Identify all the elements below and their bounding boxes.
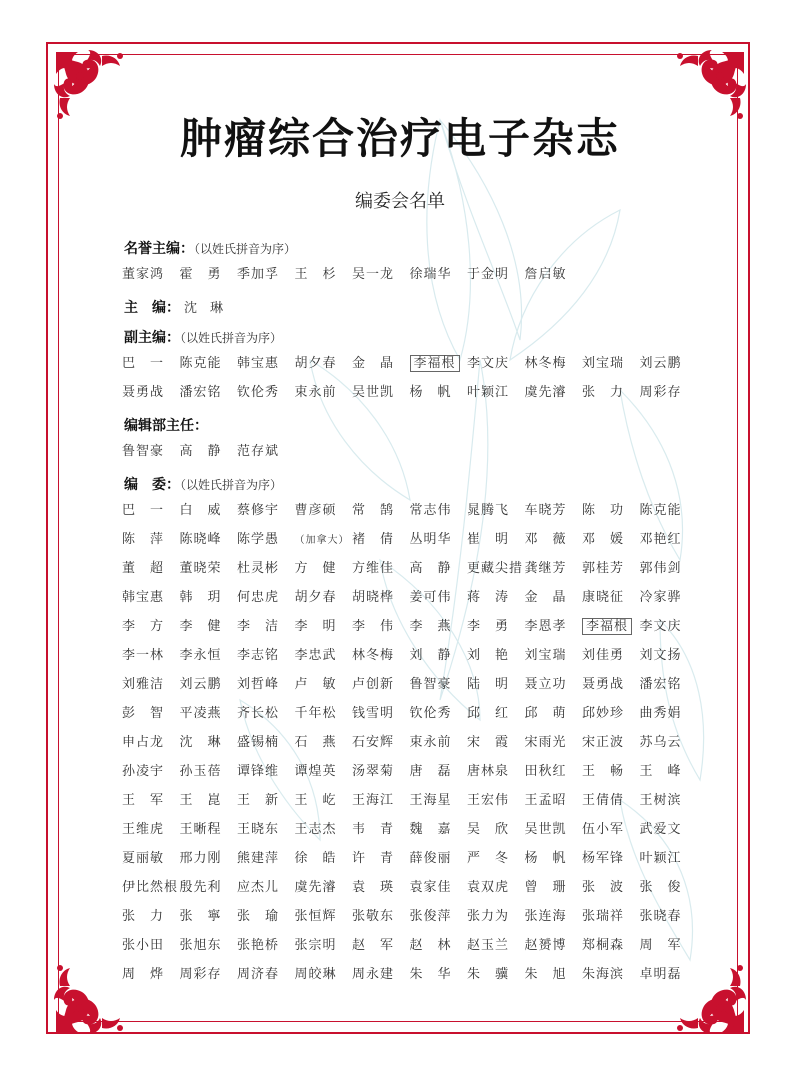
member-name: 李文庆 [467,356,510,371]
member-name: 石安辉 [352,735,395,750]
member-name: 宋 霞 [467,735,510,750]
member-name: 王晓东 [237,822,280,837]
member-name: 周济春 [237,967,280,982]
section-label: 编 委 [124,477,166,493]
member-name: 朱 骥 [467,967,510,982]
member-name: 刘 静 [409,648,452,663]
member-name: 张瑞祥 [582,909,625,924]
member-name: 李 方 [122,619,165,634]
member-name: 王倩倩 [582,793,625,808]
member-name: 胡晓桦 [352,590,395,605]
member-name: 张 瑜 [237,909,280,924]
member-name: 张 力 [122,909,165,924]
member-name: 董 超 [122,561,165,576]
member-name: 崔 明 [467,532,510,547]
member-name: 束永前 [294,385,337,400]
section-note: （以姓氏拼音为序） [180,331,283,345]
member-name: 金 晶 [524,590,567,605]
section-note: （以姓氏拼音为序） [194,242,297,256]
member-name: 朱海滨 [582,967,625,982]
member-name: 李文庆 [639,619,682,634]
member-name: 彭 智 [122,706,165,721]
member-name: 范存斌 [237,444,280,459]
member-name: 齐长松 [237,706,280,721]
member-name: 张宗明 [294,938,337,953]
member-name: 陈克能 [639,503,682,518]
member-name: 周皎琳 [294,967,337,982]
member-name: 龚继芳 [524,561,567,576]
member-name: 朱 旭 [524,967,567,982]
member-name: 张小田 [122,938,165,953]
member-name: 汤翠菊 [352,764,395,779]
member-name: 刘文扬 [639,648,682,663]
member-name: 徐 皓 [294,851,337,866]
member-name: 韩宝惠 [122,590,165,605]
member-name: 周彩存 [639,385,682,400]
member-name: 更藏尖措 [467,561,524,576]
member-name: 李 伟 [352,619,395,634]
member-name: 孙玉蓓 [179,764,222,779]
member-name: 张 寧 [179,909,222,924]
member-name: 邢力刚 [179,851,222,866]
member-name: 董家鸿 [122,267,165,282]
name-grid [122,349,694,407]
member-name: 卓明磊 [639,967,682,982]
member-name: 李 燕 [409,619,452,634]
member-name: 王宏伟 [467,793,510,808]
member-name: 张恒辉 [294,909,337,924]
member-name: 王 新 [237,793,280,808]
member-name: 虞先濬 [294,880,337,895]
member-name: 晁腾飞 [467,503,510,518]
member-name: 千年松 [294,706,337,721]
member-name: 严 冬 [467,851,510,866]
member-name: 刘宝瑞 [582,356,625,371]
member-name: 钦伦秀 [409,706,452,721]
member-name: 巴 一 [122,503,165,518]
member-name: 邱 红 [467,706,510,721]
member-name: 刘哲峰 [237,677,280,692]
member-name: 赵 林 [409,938,452,953]
member-name: 石 燕 [294,735,337,750]
honorary-section: 名誉主编：（以姓氏拼音为序） 董家鸿 霍 勇 季加孚 王 杉 吴一龙 徐瑞华 于金明 詹启敏 [124,238,694,289]
member-name: 韩宝惠 [237,356,280,371]
member-name: 伊比然根 [122,880,179,895]
member-name: 王晰程 [179,822,222,837]
member-name: 张力为 [467,909,510,924]
name-grid [122,260,694,289]
member-name: 王海星 [409,793,452,808]
member-name: 周彩存 [179,967,222,982]
member-name: 林冬梅 [524,356,567,371]
member-name: 申占龙 [122,735,165,750]
editors-section: 编 委：（以姓氏拼音为序） 巴 一 白 威 蔡修宇 曹彦硕 常 鹄 常志伟 晁腾飞 车晓芳 陈 功 陈克能 陈 萍 陈晓峰 陈学愚 （加拿大） 褚 倩 丛明华 崔 明 邓 薇 邓 媛 邓艳红 董 超 董晓荣 杜灵彬 方 健 方维佳 高 静 更藏尖措 龚继芳 郭桂芳 郭伟剑 韩宝惠 韩 玥 何忠虎 胡夕春 胡晓桦 姜可伟 蒋 涛 金 晶 康晓征 冷家骅 李 方 李 健 李 洁 李 明 李 伟 李 燕 李 勇 李恩孝 李福根 李文庆 李一林 李永恒 李志铭 李忠武 林冬梅 刘 静 刘 艳 刘宝瑞 刘佳勇 刘文扬 刘雅洁 刘云鹏 刘哲峰 卢 敏 卢创新 鲁智豪 陆 明 聂立功 聂勇战 潘宏铭 彭 智 平凌燕 齐长松 千年松 钱雪明 钦伦秀 邱 红 邱 萌 邱妙珍 曲秀娟 申占龙 沈 琳 盛锡楠 石 燕 石安辉 束永前 宋 霞 宋雨光 宋正波 苏乌云 孙凌宇 孙玉蓓 谭锋维 谭煌英 汤翠菊 唐 磊 唐林泉 田秋红 王 畅 王 峰 王 军 王 崑 王 新 王 屹 王海江 王海星 王宏伟 王孟昭 王倩倩 王树滨 王维虎 王晰程 王晓东 王志杰 韦 青 魏 嘉 吴 欣 吴世凯 伍小军 武爱文 夏丽敏 邢力刚 熊建萍 徐 皓 许 青 薛俊丽 严 冬 杨 帆 杨军锋 叶颖江 伊比然根 殷先利 应杰儿 虞先濬 袁 瑛 袁家佳 袁双虎 曾 珊 张 波 张 俊 张 力 张 寧 张 瑜 张恒辉 张敬东 张俊萍 张力为 张连海 张瑞祥 张晓春 张小田 张旭东 张艳桥 张宗明 赵 军 赵 林 赵玉兰 赵赟博 郑桐森 周 军 周 烨 周彩存 周济春 周皎琳 周永建 朱 华 朱 骥 朱 旭 朱海滨 卓明磊 [124,474,694,989]
member-name: 李 明 [294,619,337,634]
chief-section: 主 编： 沈 琳 [124,300,224,316]
member-name: 张俊萍 [409,909,452,924]
member-name: 王维虎 [122,822,165,837]
member-name: 盛锡楠 [237,735,280,750]
member-name: 李福根 [410,349,468,378]
member-name: 伍小军 [582,822,625,837]
member-name: 詹启敏 [524,267,567,282]
member-name: 郭桂芳 [582,561,625,576]
section-label: 主 编 [124,300,166,316]
member-name: 邱妙珍 [582,706,625,721]
member-name: 刘佳勇 [582,648,625,663]
member-name: 车晓芳 [524,503,567,518]
section-label: 名誉主编 [124,241,180,257]
member-name: 叶颖江 [467,385,510,400]
member-name: 张敬东 [352,909,395,924]
member-name: 魏 嘉 [409,822,452,837]
member-name: （加拿大） [294,535,350,546]
member-name: 王孟昭 [524,793,567,808]
member-name: 李永恒 [179,648,222,663]
member-name: 王 军 [122,793,165,808]
member-name: 杨 帆 [409,385,452,400]
member-name: 赵 军 [352,938,395,953]
member-name: 赵玉兰 [467,938,510,953]
member-name: 卢创新 [352,677,395,692]
member-name: 潘宏铭 [179,385,222,400]
member-name: 姜可伟 [409,590,452,605]
member-name: 孙凌宇 [122,764,165,779]
member-name: 李 勇 [467,619,510,634]
member-name: 聂勇战 [582,677,625,692]
member-name: 杨 帆 [524,851,567,866]
member-name: 曾 珊 [524,880,567,895]
member-name: 王 杉 [294,267,337,282]
member-name: 李福根 [582,612,640,641]
member-name: 潘宏铭 [639,677,682,692]
member-name: 巴 一 [122,356,165,371]
member-name: 常 鹄 [352,503,395,518]
member-name: 刘雅洁 [122,677,165,692]
member-name: 王 崑 [179,793,222,808]
member-name: 蒋 涛 [467,590,510,605]
member-name: 邓 媛 [582,532,625,547]
member-name: 叶颖江 [639,851,682,866]
member-name: 薛俊丽 [409,851,452,866]
member-name: 王树滨 [639,793,682,808]
member-name: 袁 瑛 [352,880,395,895]
member-name: 杜灵彬 [237,561,280,576]
member-name: 吴 欣 [467,822,510,837]
committee-list [124,238,694,989]
member-name: 陈 萍 [122,532,165,547]
member-name: 谭煌英 [294,764,337,779]
member-name: 张 力 [582,385,625,400]
member-name: 聂勇战 [122,385,165,400]
member-name: 平凌燕 [179,706,222,721]
member-name: 邓艳红 [639,532,682,547]
section-note: （以姓氏拼音为序） [180,478,283,492]
member-name: 常志伟 [409,503,452,518]
member-name: 刘宝瑞 [524,648,567,663]
member-name: 鲁智豪 [409,677,452,692]
page-title: 肿瘤综合治疗电子杂志 [179,114,620,163]
member-name: 赵赟博 [524,938,567,953]
member-name: 虞先濬 [524,385,567,400]
member-name: 方 健 [294,561,337,576]
member-name: 陈克能 [179,356,222,371]
member-name: 胡夕春 [294,590,337,605]
name-grid [122,496,694,989]
member-name: 张艳桥 [237,938,280,953]
member-name: 束永前 [409,735,452,750]
member-name: 周 烨 [122,967,165,982]
member-name: 宋雨光 [524,735,567,750]
member-name: 王 屹 [294,793,337,808]
member-name: 陈学愚 [237,532,280,547]
member-name: 王 峰 [639,764,682,779]
member-name: 苏乌云 [639,735,682,750]
member-name: 韦 青 [352,822,395,837]
member-name: 唐 磊 [409,764,452,779]
member-name: 张连海 [524,909,567,924]
member-name: 于金明 [467,267,510,282]
member-name: 冷家骅 [639,590,682,605]
member-name: 应杰儿 [237,880,280,895]
member-name: 邓 薇 [524,532,567,547]
member-name: 夏丽敏 [122,851,165,866]
member-name: 高 静 [179,444,222,459]
member-name: 康晓征 [582,590,625,605]
name-grid [122,437,694,466]
member-name: 张 俊 [639,880,682,895]
member-name: 霍 勇 [179,267,222,282]
member-name: 韩 玥 [179,590,222,605]
member-name: 田秋红 [524,764,567,779]
member-name: 熊建萍 [237,851,280,866]
member-name: 郭伟剑 [639,561,682,576]
member-name: 刘 艳 [467,648,510,663]
member-name: 刘云鹏 [639,356,682,371]
member-name: 胡夕春 [294,356,337,371]
member-name: 王 畅 [582,764,625,779]
member-name: 刘云鹏 [179,677,222,692]
member-name: 张旭东 [179,938,222,953]
member-name: 陆 明 [467,677,510,692]
member-name: 袁双虎 [467,880,510,895]
member-name: 钱雪明 [352,706,395,721]
member-name: 聂立功 [524,677,567,692]
member-name: 李忠武 [294,648,337,663]
member-name: 曹彦硕 [294,503,337,518]
member-name: 李恩孝 [524,619,567,634]
member-name: 吴世凯 [352,385,395,400]
member-name: 殷先利 [179,880,222,895]
member-name: 方维佳 [352,561,395,576]
member-name: 张晓春 [639,909,682,924]
member-name: 何忠虎 [237,590,280,605]
member-name: 丛明华 [409,532,452,547]
member-name: 周永建 [352,967,395,982]
member-name: 朱 华 [409,967,452,982]
chief-name: 沈 琳 [184,301,224,316]
member-name: 董晓荣 [179,561,222,576]
member-name: 李一林 [122,648,165,663]
section-label: 副主编 [124,330,166,346]
member-name: 陈晓峰 [179,532,222,547]
member-name: 王志杰 [294,822,337,837]
member-name: 袁家佳 [409,880,452,895]
member-name: 吴世凯 [524,822,567,837]
member-name: 周 军 [639,938,682,953]
member-name: 吴一龙 [352,267,395,282]
member-name: 沈 琳 [179,735,222,750]
member-name: 金 晶 [352,356,395,371]
member-name: 鲁智豪 [122,444,165,459]
member-name: 许 青 [352,851,395,866]
member-name: 谭锋维 [237,764,280,779]
member-name: 张 波 [582,880,625,895]
member-name: 王海江 [352,793,395,808]
member-name: 宋正波 [582,735,625,750]
member-name: 李志铭 [237,648,280,663]
director-section: 编辑部主任： 鲁智豪 高 静 范存斌 [124,415,694,466]
member-name: 邱 萌 [524,706,567,721]
member-name: 唐林泉 [467,764,510,779]
page-subtitle: 编委会名单 [355,191,445,212]
member-name: 徐瑞华 [409,267,452,282]
member-name: 杨军锋 [582,851,625,866]
member-name: 武爱文 [639,822,682,837]
member-name: 钦伦秀 [237,385,280,400]
member-name: 蔡修宇 [237,503,280,518]
member-name: 李 洁 [237,619,280,634]
section-label: 编辑部主任 [124,418,194,434]
member-name: 高 静 [409,561,452,576]
member-name: 郑桐森 [582,938,625,953]
member-name: 褚 倩 [352,532,395,547]
member-name: 陈 功 [582,503,625,518]
member-name: 季加孚 [237,267,280,282]
member-name: 白 威 [179,503,222,518]
member-name: 林冬梅 [352,648,395,663]
member-name: 李 健 [179,619,222,634]
member-name: 卢 敏 [294,677,337,692]
member-name: 曲秀娟 [639,706,682,721]
deputy-section: 副主编：（以姓氏拼音为序） 巴 一 陈克能 韩宝惠 胡夕春 金 晶 李福根 李文庆 林冬梅 刘宝瑞 刘云鹏 聂勇战 潘宏铭 钦伦秀 束永前 吴世凯 杨 帆 叶颖江 虞先濬 张 力 周彩存 [124,327,694,407]
